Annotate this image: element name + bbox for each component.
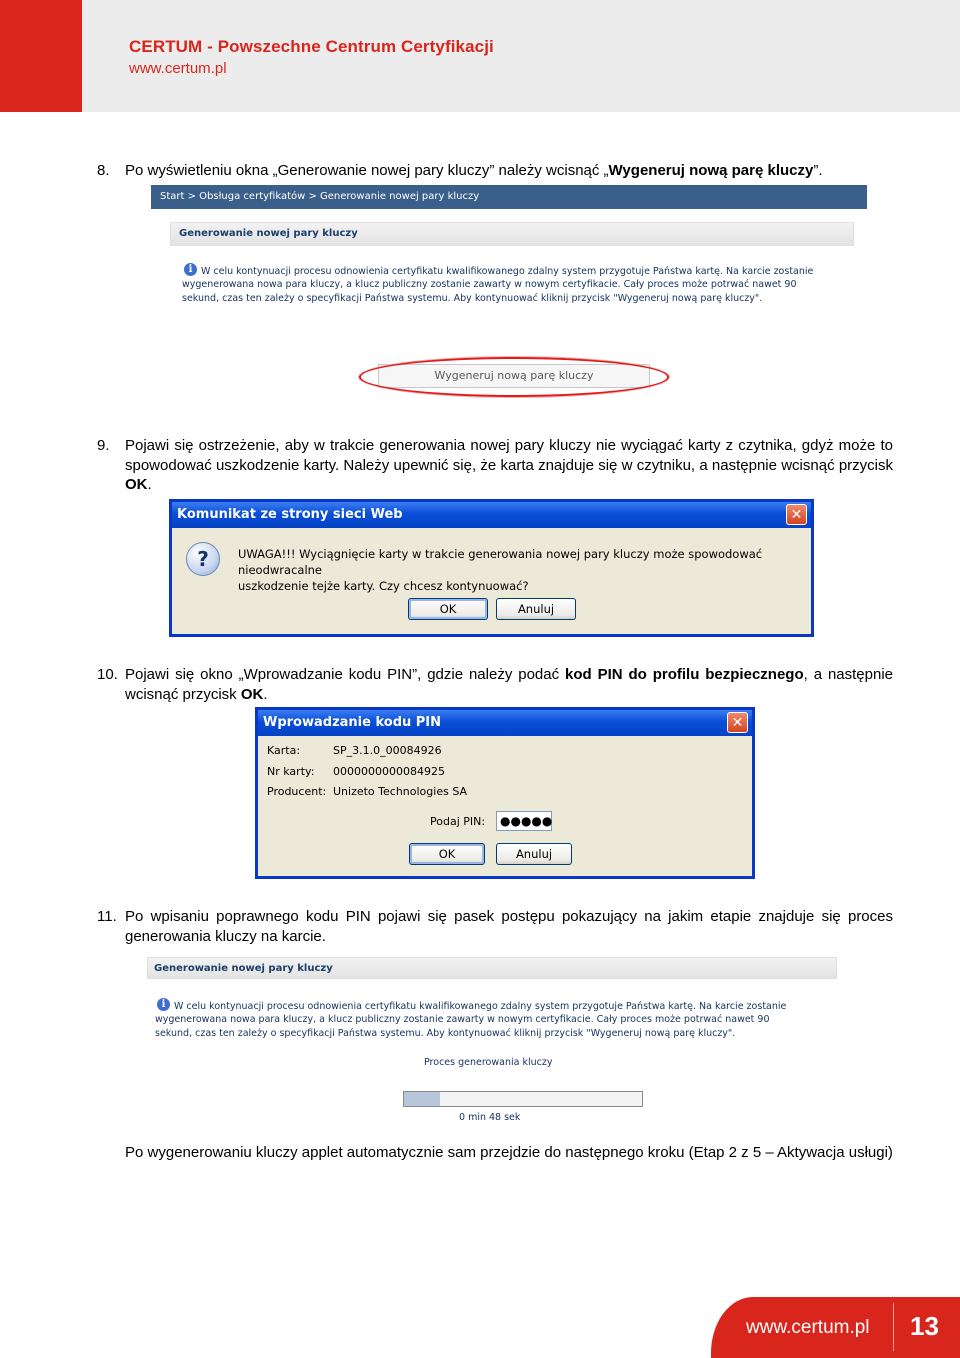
step-9-end: . bbox=[147, 476, 152, 494]
info-line: sekund, czas ten zależy o specyfikacji Państwa systemu. Aby kontynuować kliknij przycisk "Wygeneruj nową parę kluczy". bbox=[155, 1027, 736, 1039]
progress-bar bbox=[403, 1091, 643, 1107]
step-number: 9. bbox=[97, 437, 110, 454]
step-10-text2: , a następnie wcisnąć przycisk bbox=[125, 666, 893, 703]
screenshot-generate-keys bbox=[151, 185, 867, 407]
page-header bbox=[0, 0, 960, 112]
karta-value: SP_3.1.0_00084926 bbox=[333, 744, 442, 757]
step-9-text: Pojawi się ostrzeżenie, aby w trakcie generowania nowej pary kluczy nie wyciągać karty z czytnika, gdyż może to spowodować uszkodzenie karty. Należy upewnić się, że karta znajduje się w czytniku, a następnie wcisnąć przycisk bbox=[125, 437, 893, 474]
process-label: Proces generowania kluczy bbox=[424, 1057, 553, 1068]
ok-button[interactable]: OK bbox=[408, 598, 488, 620]
closing-paragraph bbox=[97, 1143, 893, 1163]
header-red-bar bbox=[0, 0, 82, 112]
screenshot-progress bbox=[147, 957, 837, 1129]
card-number-value: 0000000000084925 bbox=[333, 765, 445, 778]
step-number: 10. bbox=[97, 666, 118, 683]
step-text bbox=[125, 436, 893, 495]
pin-dialog bbox=[255, 707, 755, 879]
step-8-text: Po wyświetleniu okna „Generowanie nowej pary kluczy” należy wcisnąć „ bbox=[125, 162, 609, 179]
step-number: 11. bbox=[97, 908, 117, 925]
step-10 bbox=[97, 665, 893, 704]
step-10-text: Pojawi się okno „Wprowadzanie kodu PIN”, gdzie należy podać bbox=[125, 666, 565, 683]
elapsed-time: 0 min 48 sek bbox=[459, 1112, 521, 1123]
cancel-button[interactable]: Anuluj bbox=[496, 843, 572, 865]
message-line: UWAGA!!! Wyciągnięcie karty w trakcie generowania nowej pary kluczy może spowodować nieodwracalne bbox=[238, 547, 763, 577]
section-header bbox=[170, 222, 854, 246]
message-line: uszkodzenie tejże karty. Czy chcesz kontynuować? bbox=[238, 579, 529, 593]
pin-label: Podaj PIN: bbox=[430, 815, 486, 828]
header-url[interactable]: www.certum.pl bbox=[129, 60, 227, 77]
dialog-titlebar: Wprowadzanie kodu PIN bbox=[258, 710, 752, 736]
section-header bbox=[147, 957, 837, 979]
question-icon: ? bbox=[186, 542, 220, 576]
info-icon: i bbox=[184, 263, 197, 276]
close-icon[interactable]: ✕ bbox=[786, 504, 807, 525]
karta-label: Karta: bbox=[267, 744, 301, 757]
step-8-end: ”. bbox=[813, 162, 823, 179]
close-icon[interactable]: ✕ bbox=[727, 712, 748, 733]
step-number: 8. bbox=[97, 162, 110, 179]
info-line: wygenerowana nowa para kluczy, a klucz publiczny zostanie zawarty w nowym certyfikacie. Cały proces może potrwać nawet 90 bbox=[155, 1014, 770, 1026]
dialog-titlebar: Komunikat ze strony sieci Web bbox=[172, 502, 811, 528]
progress-fill bbox=[404, 1092, 440, 1106]
step-10-end: . bbox=[263, 685, 268, 703]
info-icon: i bbox=[157, 998, 170, 1011]
step-9-bold: OK bbox=[125, 476, 148, 494]
producer-label: Producent: bbox=[267, 785, 327, 798]
step-9 bbox=[97, 436, 893, 495]
breadcrumb: Start > Obsługa certyfikatów > Generowanie nowej pary kluczy bbox=[151, 185, 867, 209]
info-text bbox=[155, 1000, 835, 1040]
step-11 bbox=[97, 907, 893, 946]
step-text bbox=[125, 665, 893, 704]
step-8 bbox=[97, 161, 893, 181]
page-number: 13 bbox=[910, 1311, 939, 1341]
step-text: Po wpisaniu poprawnego kodu PIN pojawi się pasek postępu pokazujący na jakim etapie znajduje się proces generowania kluczy na karcie. bbox=[125, 908, 893, 945]
footer-url[interactable]: www.certum.pl bbox=[746, 1317, 870, 1338]
pin-input[interactable]: ●●●●● bbox=[496, 811, 552, 831]
ok-button[interactable]: OK bbox=[409, 843, 485, 865]
warning-dialog bbox=[169, 499, 814, 637]
step-10-bold2: OK bbox=[240, 685, 264, 703]
warning-message bbox=[238, 546, 811, 594]
step-8-bold: Wygeneruj nową parę kluczy bbox=[608, 162, 814, 179]
closing-text: Po wygenerowaniu kluczy applet automatycznie sam przejdzie do następnego kroku (Etap 2 z 5 – Aktywacja usługi) bbox=[125, 1144, 893, 1161]
producer-value: Unizeto Technologies SA bbox=[333, 785, 468, 798]
section-title: Generowanie nowej pary kluczy bbox=[179, 228, 358, 239]
step-text bbox=[125, 161, 893, 181]
info-line: wygenerowana nowa para kluczy, a klucz publiczny zostanie zawarty w nowym certyfikacie. Cały proces może potrwać nawet 90 bbox=[182, 279, 797, 291]
cancel-button[interactable]: Anuluj bbox=[496, 598, 576, 620]
info-line: W celu kontynuacji procesu odnowienia certyfikatu kwalifikowanego zdalny system przygotuje Państwa kartę. Na karcie zostanie bbox=[174, 1001, 787, 1012]
footer-divider bbox=[893, 1303, 894, 1351]
info-text bbox=[182, 265, 857, 305]
step-10-bold: kod PIN do profilu bezpiecznego bbox=[565, 666, 804, 683]
header-title: CERTUM - Powszechne Centrum Certyfikacji bbox=[129, 37, 494, 56]
section-title: Generowanie nowej pary kluczy bbox=[154, 963, 333, 974]
generate-keys-button[interactable]: Wygeneruj nową parę kluczy bbox=[378, 364, 650, 388]
highlight-ellipse bbox=[359, 357, 669, 397]
info-line: sekund, czas ten zależy o specyfikacji Państwa systemu. Aby kontynuować kliknij przycisk "Wygeneruj nową parę kluczy". bbox=[182, 292, 763, 304]
card-number-label: Nr karty: bbox=[267, 765, 315, 778]
info-line: W celu kontynuacji procesu odnowienia certyfikatu kwalifikowanego zdalny system przygotuje Państwa kartę. Na karcie zostanie bbox=[201, 266, 814, 277]
